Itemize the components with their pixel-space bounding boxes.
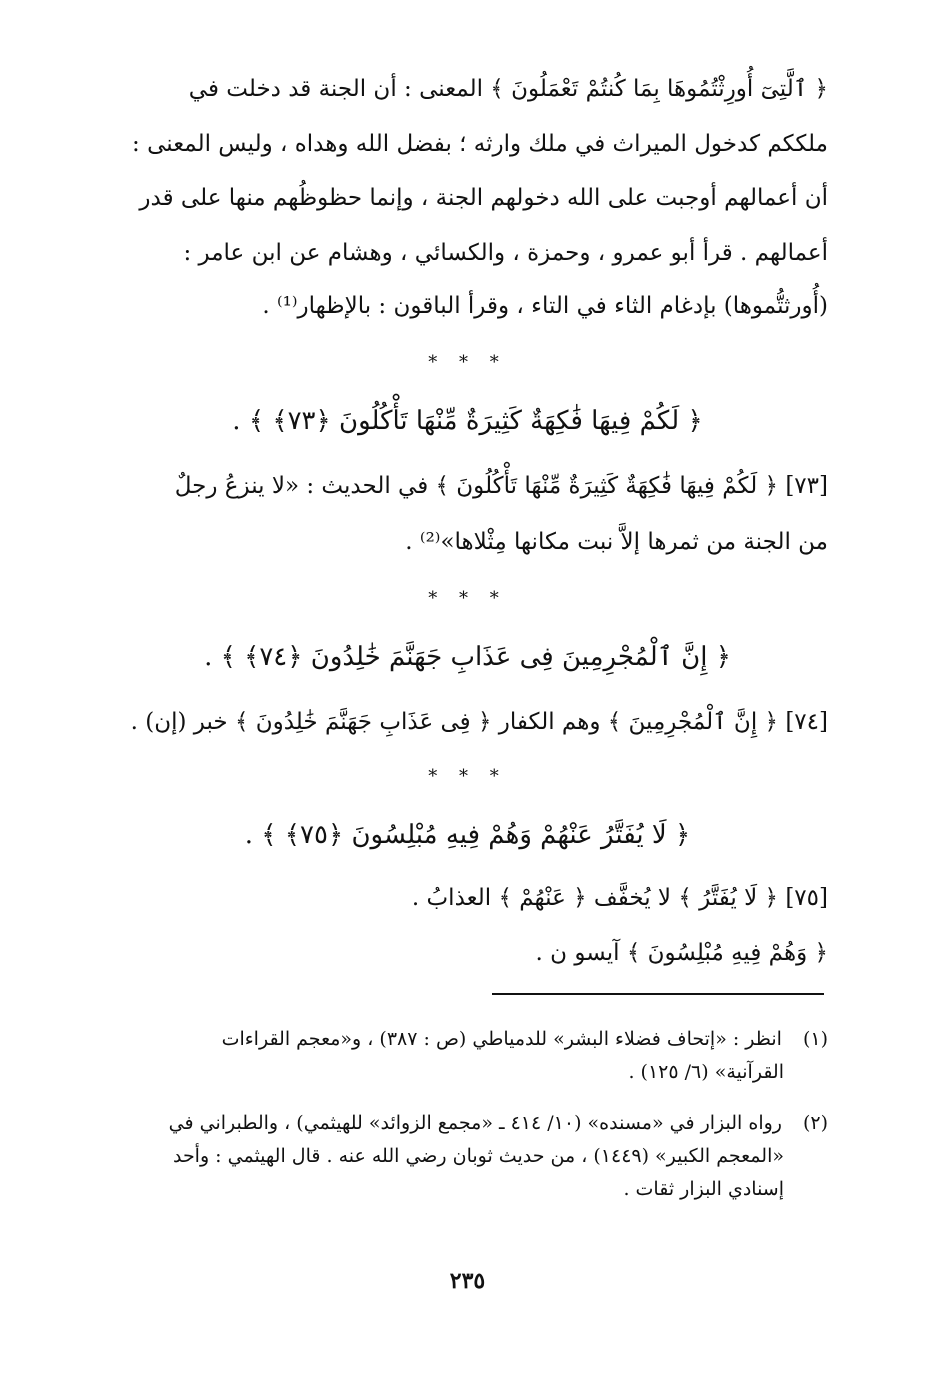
body-line-4: أعمالهم . قرأ أبو عمرو ، وحمزة ، والكسائي ، وهشام عن ابن عامر : xyxy=(183,240,828,266)
body-line-2: ملككم كدخول الميراث في ملك وارثه ؛ بفضل الله وهداه ، وليس المعنى : xyxy=(132,131,828,157)
footnote-2 xyxy=(100,1114,828,1199)
section-separator: * * * xyxy=(428,588,507,609)
body-line-3: أن أعمالهم أوجبت على الله دخولهم الجنة ، وإنما حظوظُهم منها على قدر xyxy=(139,185,828,211)
body-line-1: ﴿ ٱلَّتِىٓ أُورِثْتُمُوهَا بِمَا كُنتُمْ تَعْمَلُونَ ﴾ المعنى : أن الجنة قد دخلت في xyxy=(188,76,828,102)
explanation-74: [٧٤] ﴿ إِنَّ ٱلْمُجْرِمِينَ ﴾ وهم الكفار ﴿ فِى عَذَابِ جَهَنَّمَ خَٰلِدُونَ ﴾ خبر (إن) . xyxy=(130,709,828,735)
footnote-1 xyxy=(100,1030,828,1082)
footnote-2-line-1: رواه البزار في «مسنده» (١٠/ ٤١٤ ـ «مجمع الزوائد» للهيثمي) ، والطبراني في xyxy=(168,1112,782,1134)
explanation-73-line-2: من الجنة من ثمرها إلاَّ نبت مكانها مِثْلاها»⁽²⁾ . xyxy=(405,529,828,555)
section-separator: * * * xyxy=(428,352,507,373)
verse-74: ﴿ إِنَّ ٱلْمُجْرِمِينَ فِى عَذَابِ جَهَنَّمَ خَٰلِدُونَ ﴿٧٤﴾ ﴾ . xyxy=(204,642,731,672)
verse-73: ﴿ لَكُمْ فِيهَا فَٰكِهَةٌ كَثِيرَةٌ مِّنْهَا تَأْكُلُونَ ﴿٧٣﴾ ﴾ . xyxy=(232,406,703,436)
section-separator: * * * xyxy=(428,766,507,787)
page-number: ٢٣٥ xyxy=(449,1268,486,1294)
footnote-1-line-1: انظر : «إتحاف فضلاء البشر» للدمياطي (ص : ٣٨٧) ، و«معجم القراءات xyxy=(221,1028,782,1050)
footnote-2-line-2: «المعجم الكبير» (١٤٤٩) ، من حديث ثوبان رضي الله عنه . قال الهيثمي : وأحد xyxy=(172,1145,784,1167)
footnote-2-line-3: إسنادي البزار ثقات . xyxy=(623,1178,784,1200)
footnote-divider xyxy=(492,993,824,995)
footnote-1-number: (١) xyxy=(802,1028,828,1050)
explanation-75-line-1: [٧٥] ﴿ لَا يُفَتَّرُ ﴾ لا يُخفَّف ﴿ عَنْهُمْ ﴾ العذابُ . xyxy=(411,885,828,911)
footnote-2-number: (٢) xyxy=(802,1112,828,1134)
verse-75: ﴿ لَا يُفَتَّرُ عَنْهُمْ وَهُمْ فِيهِ مُبْلِسُونَ ﴿٧٥﴾ ﴾ . xyxy=(244,820,691,850)
body-line-5: (أُورثتُّموها) بإدغام الثاء في التاء ، وقرأ الباقون : بالإظهار⁽¹⁾ . xyxy=(262,293,828,319)
explanation-73-line-1: [٧٣] ﴿ لَكُمْ فِيهَا فَٰكِهَةٌ كَثِيرَةٌ مِّنْهَا تَأْكُلُونَ ﴾ في الحديث : «لا ينزعُ رجلٌ xyxy=(174,473,828,499)
explanation-75-line-2: ﴿ وَهُمْ فِيهِ مُبْلِسُونَ ﴾ آيسو ن . xyxy=(535,940,828,966)
footnote-1-line-2: القرآنية» (٦/ ١٢٥) . xyxy=(628,1061,784,1083)
